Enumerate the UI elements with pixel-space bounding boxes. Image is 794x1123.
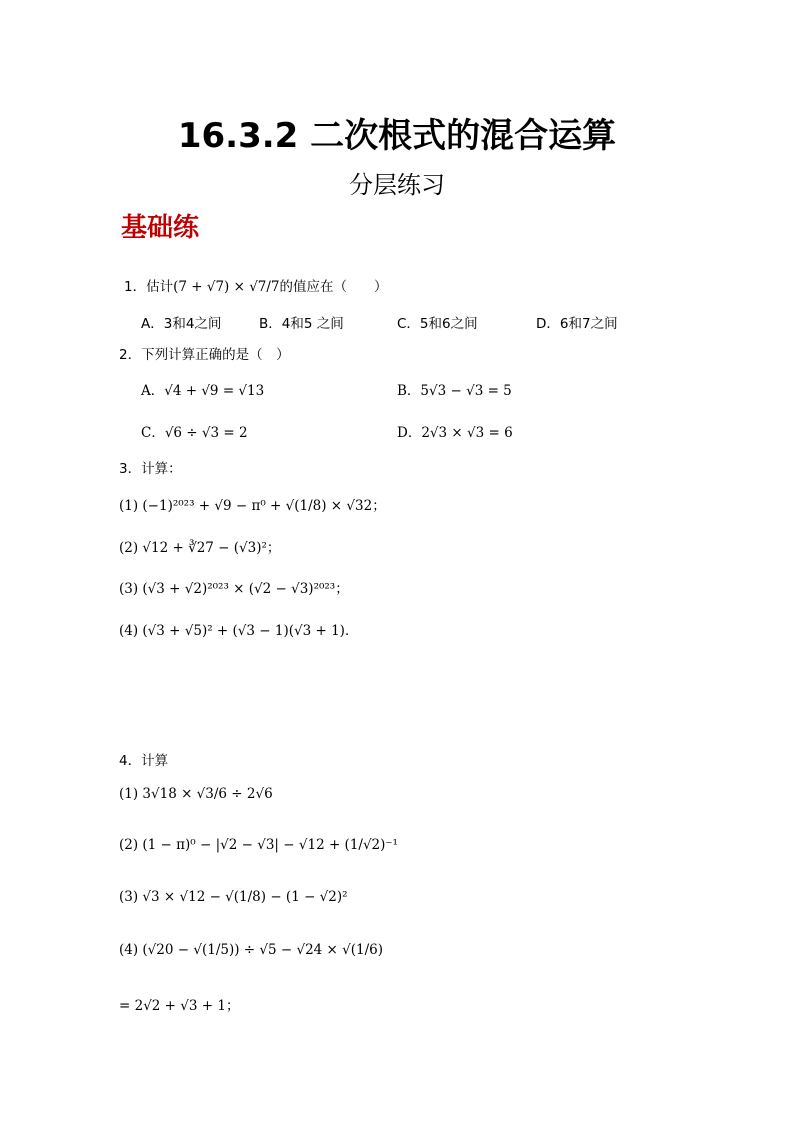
- question-2: [119, 343, 290, 363]
- question-4: [119, 749, 168, 769]
- question-4-item-3: (3) √3 × √12 − √(1/8) − (1 − √2)²: [119, 889, 348, 905]
- question-2-number: 2．: [119, 347, 142, 363]
- question-3-item-3: (3) (√3 + √2)²⁰²³ × (√2 − √3)²⁰²³；: [119, 581, 349, 597]
- section-heading: 基础练: [121, 213, 200, 243]
- page-subtitle: 分层练习: [349, 171, 445, 199]
- question-1-option-c: C．5和6之间: [397, 316, 478, 332]
- question-1-option-d: D．6和7之间: [536, 316, 618, 332]
- question-3-stem: 计算：: [141, 461, 182, 477]
- question-1-number: 1．: [124, 279, 147, 295]
- question-4-item-4: (4) (√20 − √(1/5)) ÷ √5 − √24 × √(1/6): [119, 942, 384, 958]
- question-2-stem: 下列计算正确的是（ ）: [141, 347, 290, 363]
- question-3-item-1: (1) (−1)²⁰²³ + √9 − π⁰ + √(1/8) × √32；: [119, 498, 386, 514]
- question-4-number: 4．: [119, 753, 142, 769]
- question-4-item-1: (1) 3√18 × √3/6 ÷ 2√6: [119, 786, 273, 802]
- question-1-option-b: B．4和5 之间: [259, 316, 344, 332]
- question-2-option-a: A．√4 + √9 = √13: [141, 383, 265, 399]
- question-4-stem: 计算: [141, 753, 169, 769]
- question-2-option-c: C．√6 ÷ √3 = 2: [141, 425, 248, 441]
- question-3-item-2: (2) √12 + ∛27 − (√3)²；: [119, 540, 281, 556]
- page-title: 16.3.2 二次根式的混合运算: [177, 116, 617, 156]
- question-3: [119, 457, 182, 477]
- question-1: [124, 275, 388, 295]
- question-2-option-b: B．5√3 − √3 = 5: [397, 383, 512, 399]
- question-4-item-2: (2) (1 − π)⁰ − |√2 − √3| − √12 + (1/√2)⁻¹: [119, 837, 398, 853]
- question-1-option-a: A．3和4之间: [141, 316, 222, 332]
- question-3-item-4: (4) (√3 + √5)² + (√3 − 1)(√3 + 1)．: [119, 623, 359, 639]
- question-3-number: 3．: [119, 461, 142, 477]
- question-4-answer: = 2√2 + √3 + 1；: [119, 998, 240, 1014]
- question-2-option-d: D．2√3 × √3 = 6: [397, 425, 513, 441]
- question-1-stem: 估计(7 + √7) × √7/7的值应在（ ）: [146, 279, 388, 295]
